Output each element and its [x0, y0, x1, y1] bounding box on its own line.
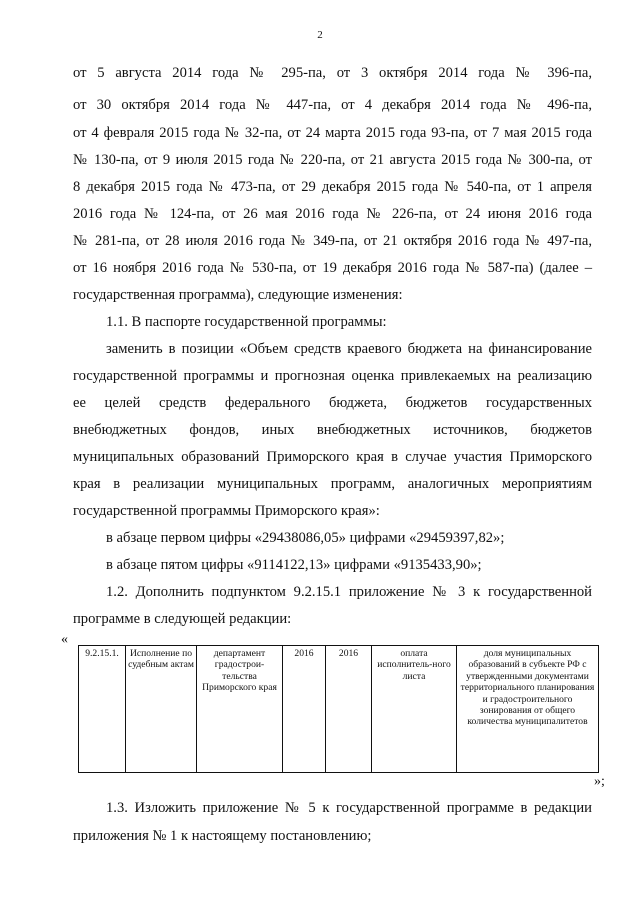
- text-line: муниципальных образований Приморского края в случае участия Приморского: [73, 449, 592, 465]
- text-line: в абзаце первом цифры «29438086,05» цифрами «29459397,82»;: [106, 530, 505, 546]
- table-cell: оплата исполнитель-ного листа: [372, 646, 457, 773]
- table-cell: 9.2.15.1.: [79, 646, 126, 773]
- text-line: в абзаце пятом цифры «9114122,13» цифрами «9135433,90»;: [106, 557, 482, 573]
- text-line: от 30 октября 2014 года № 447-па, от 4 декабря 2014 года № 496-па,: [73, 97, 592, 113]
- text-line: от 16 ноября 2016 года № 530-па, от 19 декабря 2016 года № 587-па) (далее –: [73, 260, 592, 276]
- table-cell: Исполнение по судебным актам: [126, 646, 197, 773]
- text-line: от 5 августа 2014 года № 295-па, от 3 октября 2014 года № 396-па,: [73, 65, 592, 81]
- text-line: № 130-па, от 9 июля 2015 года № 220-па, от 21 августа 2015 года № 300-па, от: [73, 152, 592, 168]
- text-line: края в реализации муниципальных программ, аналогичных мероприятиям: [73, 476, 592, 492]
- quote-close: »;: [594, 774, 605, 789]
- table-cell: доля муниципальных образований в субъекте РФ с утвержденными документами территориального планирования и градостроительного зонирования от общего количества муниципалитетов: [457, 646, 599, 773]
- quote-open: «: [61, 632, 68, 647]
- section-heading: 1.3. Изложить приложение № 5 к государственной программе в редакции: [106, 800, 592, 816]
- text-line: 2016 года № 124-па, от 26 мая 2016 года № 226-па, от 24 июня 2016 года: [73, 206, 592, 222]
- table-cell: 2016: [326, 646, 372, 773]
- text-line: ее целей средств федерального бюджета, бюджетов государственных: [73, 395, 592, 411]
- text-line: государственной программы Приморского края»:: [73, 503, 380, 519]
- text-line: программе в следующей редакции:: [73, 611, 292, 627]
- text-line: внебюджетных фондов, иных внебюджетных источников, бюджетов: [73, 422, 592, 438]
- text-line: 8 декабря 2015 года № 473-па, от 29 декабря 2015 года № 540-па, от 1 апреля: [73, 179, 592, 195]
- page-number: 2: [317, 29, 323, 41]
- appendix-table: [78, 645, 599, 773]
- text-line: приложения № 1 к настоящему постановлению;: [73, 828, 372, 844]
- section-heading: 1.2. Дополнить подпунктом 9.2.15.1 приложение № 3 к государственной: [106, 584, 592, 600]
- text-line: № 281-па, от 28 июля 2016 года № 349-па, от 21 октября 2016 года № 497-па,: [73, 233, 592, 249]
- section-heading: 1.1. В паспорте государственной программы:: [106, 314, 387, 330]
- table-cell: департамент градострои-тельства Приморского края: [197, 646, 283, 773]
- text-line: от 4 февраля 2015 года № 32-па, от 24 марта 2015 года 93-па, от 7 мая 2015 года: [73, 125, 592, 141]
- text-line: заменить в позиции «Объем средств краевого бюджета на финансирование: [106, 341, 592, 357]
- text-line: государственная программа), следующие изменения:: [73, 287, 403, 303]
- text-line: государственной программы и прогнозная оценка привлекаемых на реализацию: [73, 368, 592, 384]
- table-row: [79, 646, 599, 773]
- table-cell: 2016: [283, 646, 326, 773]
